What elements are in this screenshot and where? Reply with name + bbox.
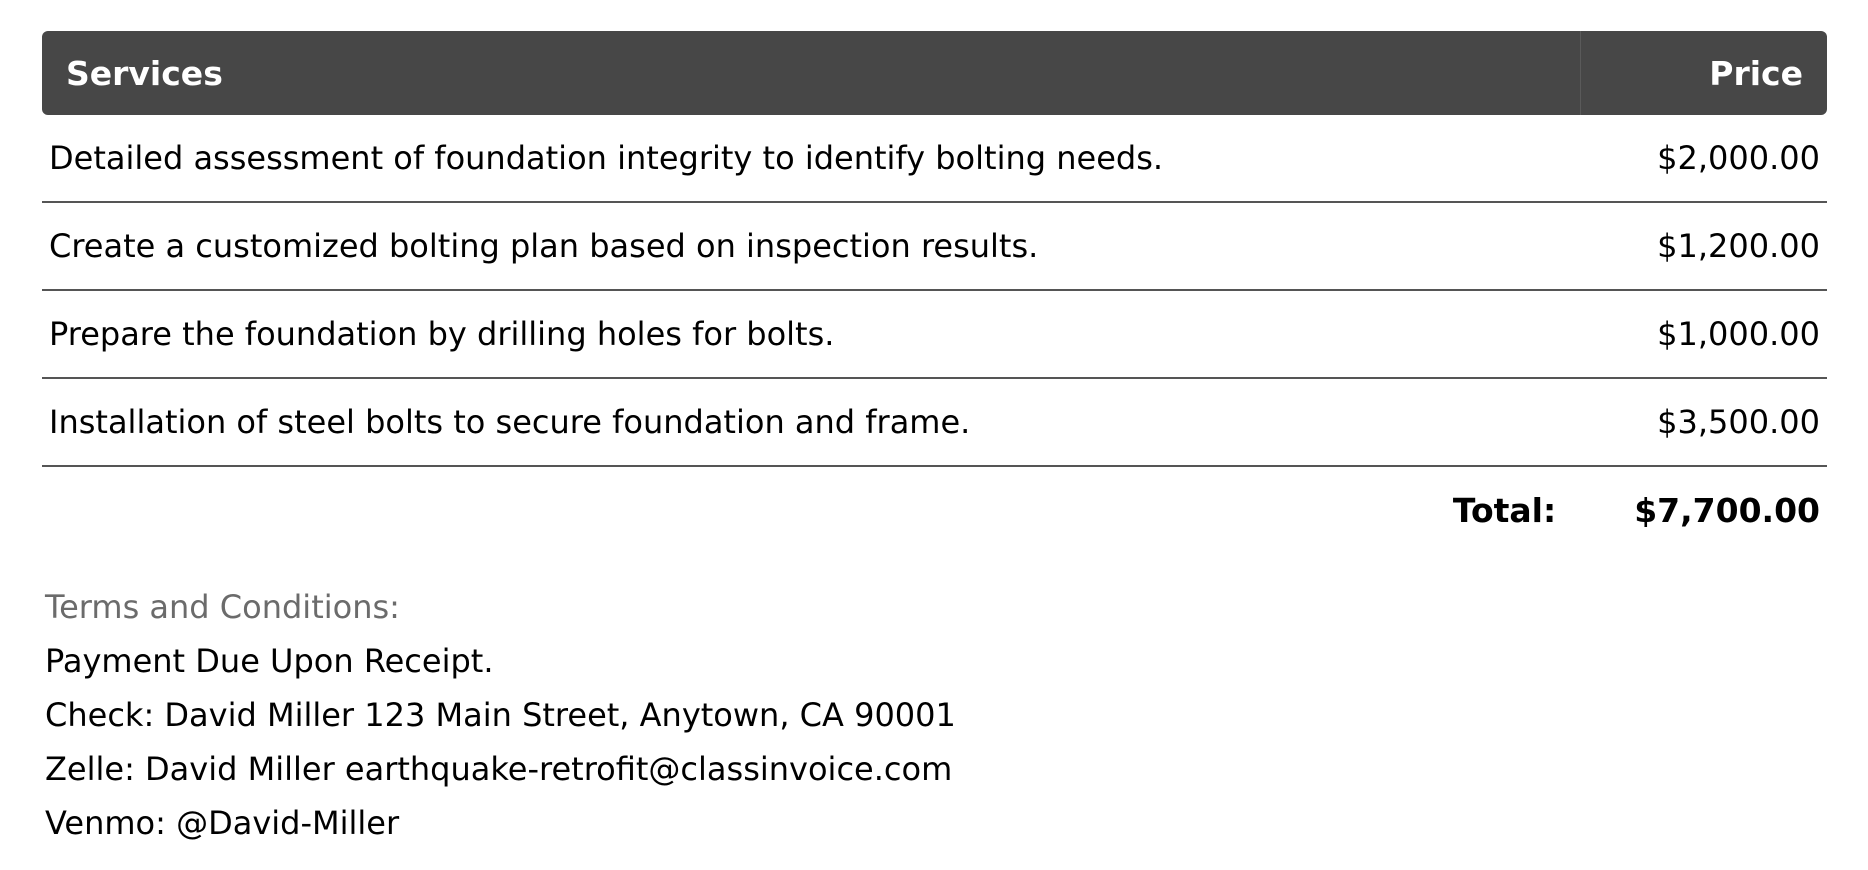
service-price: $1,000.00 <box>1657 315 1820 353</box>
service-description: Prepare the foundation by drilling holes for bolts. <box>49 315 835 353</box>
services-table <box>42 31 1827 553</box>
terms-heading: Terms and Conditions: <box>45 588 400 626</box>
service-price: $3,500.00 <box>1657 403 1820 441</box>
table-row <box>42 291 1827 379</box>
header-services: Services <box>42 31 1581 115</box>
service-description: Detailed assessment of foundation integrity to identify bolting needs. <box>49 139 1164 177</box>
service-price: $2,000.00 <box>1657 139 1820 177</box>
service-price: $1,200.00 <box>1657 227 1820 265</box>
table-row <box>42 203 1827 291</box>
table-row <box>42 379 1827 467</box>
terms-zelle: Zelle: David Miller earthquake-retrofit@classinvoice.com <box>45 750 953 788</box>
service-description: Installation of steel bolts to secure foundation and frame. <box>49 403 971 441</box>
terms-section <box>45 580 956 850</box>
terms-check: Check: David Miller 123 Main Street, Anytown, CA 90001 <box>45 696 956 734</box>
terms-payment-due: Payment Due Upon Receipt. <box>45 642 494 680</box>
header-price: Price <box>1709 53 1803 93</box>
service-description: Create a customized bolting plan based on inspection results. <box>49 227 1039 265</box>
terms-venmo: Venmo: @David-Miller <box>45 804 400 842</box>
total-row <box>42 467 1827 553</box>
total-label: Total: <box>1452 490 1557 530</box>
total-value: $7,700.00 <box>1634 490 1820 530</box>
table-header <box>42 31 1827 115</box>
table-row <box>42 115 1827 203</box>
